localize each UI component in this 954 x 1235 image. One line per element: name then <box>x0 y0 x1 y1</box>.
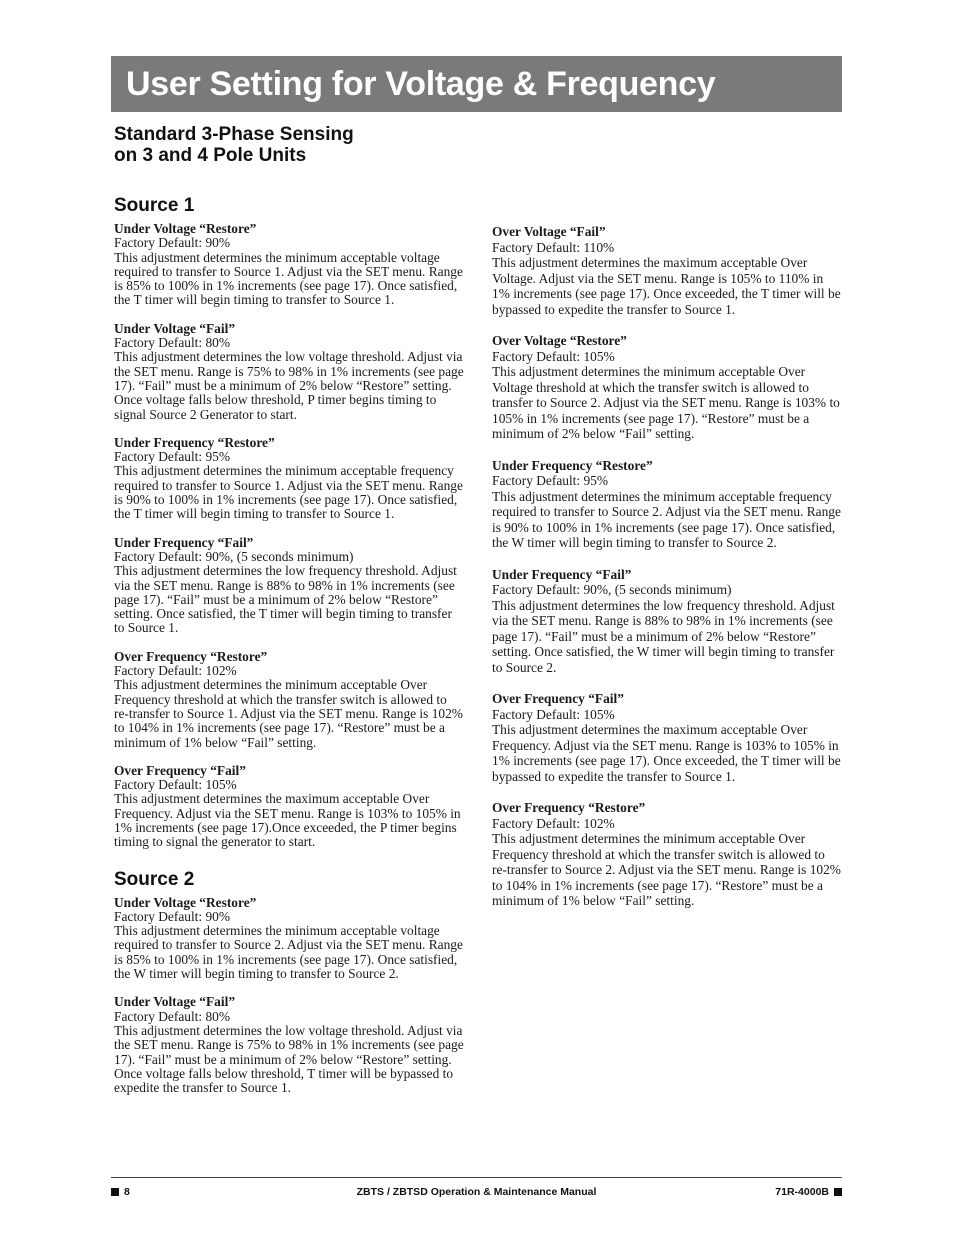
setting-entry <box>114 650 464 750</box>
manual-title: ZBTS / ZBTSD Operation & Maintenance Manual <box>356 1186 597 1198</box>
setting-default: Factory Default: 105% <box>492 348 615 364</box>
setting-description: This adjustment determines the low voltage threshold. Adjust via the SET menu. Range is 75% to 98% in 1% increments (see page 17). “Fail” must be a minimum of 2% below “Restore” setting. Once voltage falls below threshold, T timer will be bypassed to expedite the transfer to Source 1. <box>114 1022 464 1096</box>
setting-default: Factory Default: 95% <box>492 473 609 488</box>
setting-description: This adjustment determines the minimum acceptable frequency required to transfer to Source 1. Adjust via the SET menu. Range is 90% to 100% in 1% increments (see page 17). Once satisfied, the T timer will begin timing to transfer to Source 1. <box>114 463 463 522</box>
source-1-heading: Source 1 <box>114 195 195 216</box>
setting-entry <box>114 995 464 1095</box>
setting-description: This adjustment determines the maximum acceptable Over Frequency. Adjust via the SET menu. Range is 103% to 105% in 1% increments (see page 17). Once exceeded, the T timer will be bypassed to expedite the transfer to Source 1. <box>492 722 841 784</box>
setting-description: This adjustment determines the low frequency threshold. Adjust via the SET menu. Range is 88% to 98% in 1% increments (see page 17). “Fail” must be a minimum of 2% below “Restore” setting. Once satisfied, the W timer will begin timing to transfer to Source 2. <box>492 597 835 675</box>
setting-default: Factory Default: 105% <box>492 706 615 722</box>
setting-description: This adjustment determines the maximum acceptable Over Voltage. Adjust via the SET menu. Range is 105% to 110% in 1% increments (see page 17). Once exceeded, the T timer will be bypassed to expedite the transfer to Source 1. <box>492 255 841 317</box>
page-footer <box>111 1185 842 1199</box>
setting-default: Factory Default: 102% <box>114 663 237 679</box>
setting-title: Over Frequency “Fail” <box>492 691 624 706</box>
setting-description: This adjustment determines the minimum acceptable frequency required to transfer to Source 2. Adjust via the SET menu. Range is 90% to 100% in 1% increments (see page 17). Once satisfied, the W timer will begin timing to transfer to Source 2. <box>492 488 841 550</box>
setting-title: Under Frequency “Restore” <box>492 457 653 473</box>
section-subtitle <box>114 124 474 166</box>
setting-description: This adjustment determines the maximum acceptable Over Frequency. Adjust via the SET menu. Range is 103% to 105% in 1% increments (see page 17).Once exceeded, the P timer begins timing to signal the generator to start. <box>114 791 461 850</box>
page-number: 8 <box>124 1186 130 1198</box>
setting-title: Under Voltage “Fail” <box>114 994 236 1010</box>
setting-title: Over Frequency “Fail” <box>114 762 246 778</box>
setting-default: Factory Default: 102% <box>492 815 615 831</box>
footer-divider <box>111 1177 842 1178</box>
setting-entry <box>114 436 464 522</box>
source-2-heading: Source 2 <box>114 868 195 890</box>
subtitle-line-2: on 3 and 4 Pole Units <box>114 145 307 166</box>
setting-entry <box>492 691 842 784</box>
setting-title: Under Frequency “Fail” <box>492 566 632 582</box>
setting-entry <box>492 458 842 551</box>
setting-description: This adjustment determines the minimum acceptable voltage required to transfer to Source 2. Adjust via the SET menu. Range is 85% to 100% in 1% increments (see page 17). Once satisfied, the W timer will begin timing to transfer to Source 2. <box>114 923 463 982</box>
subtitle-line-1: Standard 3-Phase Sensing <box>114 124 354 145</box>
setting-entry <box>114 536 464 636</box>
setting-description: This adjustment determines the low voltage threshold. Adjust via the SET menu. Range is 75% to 98% in 1% increments (see page 17). “Fail” must be a minimum of 2% below “Restore” setting. Once voltage falls below threshold, P timer begins timing to signal Source 2 Generator to start. <box>114 349 464 422</box>
setting-title: Over Frequency “Restore” <box>114 648 268 664</box>
setting-title: Over Voltage “Fail” <box>492 224 606 239</box>
setting-entry <box>492 333 842 442</box>
setting-default: Factory Default: 110% <box>492 239 615 255</box>
setting-title: Under Voltage “Fail” <box>114 320 236 336</box>
setting-default: Factory Default: 80% <box>114 1008 231 1024</box>
left-column <box>114 194 464 1109</box>
right-column <box>492 224 842 925</box>
setting-default: Factory Default: 90% <box>114 908 231 924</box>
setting-description: This adjustment determines the minimum acceptable Over Voltage threshold at which the transfer switch is allowed to transfer to Source 2. Adjust via the SET menu. Range is 103% to 105% in 1% increments (see page 17). “Restore” must be a minimum of 2% below “Fail” setting. <box>492 364 840 441</box>
document-code: 71R-4000B <box>775 1186 829 1198</box>
setting-entry <box>492 800 842 909</box>
setting-default: Factory Default: 95% <box>114 449 231 465</box>
setting-description: This adjustment determines the minimum acceptable voltage required to transfer to Source 1. Adjust via the SET menu. Range is 85% to 100% in 1% increments (see page 17). Once satisfied, the T timer will begin timing to transfer to Source 1. <box>114 249 463 308</box>
setting-default: Factory Default: 90%, (5 seconds minimum) <box>114 548 354 564</box>
setting-entry <box>492 224 842 317</box>
setting-default: Factory Default: 90% <box>114 235 231 251</box>
setting-description: This adjustment determines the minimum acceptable Over Frequency threshold at which the transfer switch is allowed to re-transfer to Source 2. Adjust via the SET menu. Range is 102% to 104% in 1% increments (see page 17). “Restore” must be a minimum of 1% below “Fail” setting. <box>492 831 841 908</box>
setting-description: This adjustment determines the low frequency threshold. Adjust via the SET menu. Range is 88% to 98% in 1% increments (see page 17). “Fail” must be a minimum of 2% below “Restore” setting. Once satisfied, the T timer will begin timing to transfer to Source 1. <box>114 563 457 636</box>
setting-entry <box>492 567 842 676</box>
setting-title: Under Voltage “Restore” <box>114 894 257 910</box>
square-bullet-icon <box>834 1188 842 1196</box>
title-banner <box>111 56 842 112</box>
setting-entry <box>114 896 464 982</box>
page-title: User Setting for Voltage & Frequency <box>126 65 716 103</box>
setting-description: This adjustment determines the minimum acceptable Over Frequency threshold at which the transfer switch is allowed to re-transfer to Source 1. Adjust via the SET menu. Range is 102% to 104% in 1% increments (see page 17). “Restore” must be a minimum of 1% below “Fail” setting. <box>114 677 463 750</box>
setting-default: Factory Default: 80% <box>114 335 231 351</box>
setting-title: Under Voltage “Restore” <box>114 221 257 236</box>
setting-title: Under Frequency “Restore” <box>114 434 275 450</box>
setting-entry <box>114 764 464 850</box>
setting-entry <box>114 322 464 422</box>
setting-title: Under Frequency “Fail” <box>114 534 254 550</box>
setting-default: Factory Default: 90%, (5 seconds minimum) <box>492 582 732 597</box>
setting-default: Factory Default: 105% <box>114 777 237 793</box>
setting-title: Over Voltage “Restore” <box>492 333 627 348</box>
setting-title: Over Frequency “Restore” <box>492 800 646 815</box>
setting-entry <box>114 222 464 308</box>
